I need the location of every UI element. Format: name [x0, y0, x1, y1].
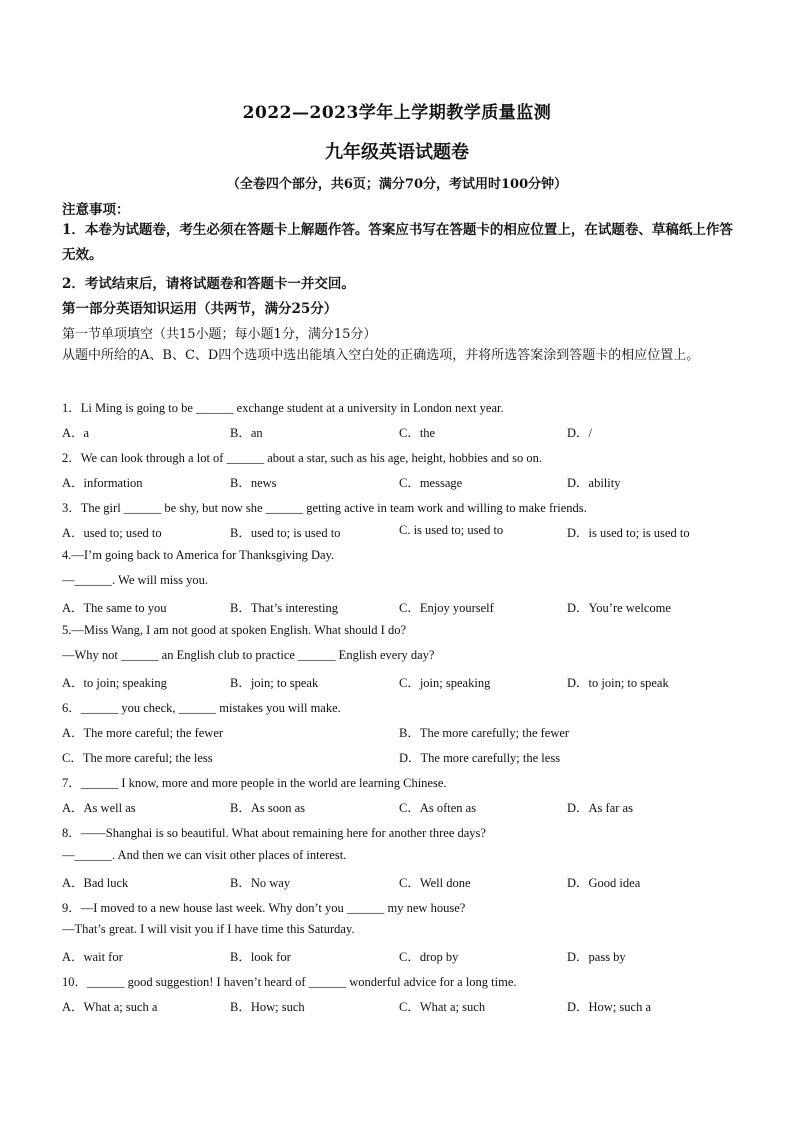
option-a: A．The same to you	[62, 601, 167, 615]
option-c: C．join; speaking	[399, 676, 491, 690]
option-a: A．As well as	[62, 801, 136, 815]
option-c: C．Well done	[399, 876, 471, 890]
option-a: A．information	[62, 476, 143, 490]
question-9: 9．—I moved to a new house last week. Why don’t you ______ my new house?	[62, 901, 466, 915]
option-d: D．/	[567, 426, 593, 440]
option-a: A．Bad luck	[62, 876, 129, 890]
question-10-options	[62, 997, 734, 1017]
option-d: D．to join; to speak	[567, 676, 669, 690]
option-c: C．The more careful; the less	[62, 751, 213, 765]
option-a: A．to join; speaking	[62, 676, 167, 690]
option-c: C．drop by	[399, 950, 459, 964]
notice-item-2: 2．考试结束后，请将试题卷和答题卡一并交回。	[62, 276, 355, 292]
question-6-options-row2	[62, 748, 734, 768]
question-1-options	[62, 423, 734, 443]
question-9-response: —That’s great. I will visit you if I have time this Saturday.	[62, 922, 355, 936]
option-c: C．Enjoy yourself	[399, 601, 494, 615]
option-a: A．used to; used to	[62, 526, 162, 540]
option-b: B．an	[230, 426, 263, 440]
question-8-response: —______. And then we can visit other places of interest.	[62, 848, 347, 862]
option-a: A．a	[62, 426, 90, 440]
option-d: D．ability	[567, 476, 621, 490]
question-9-options	[62, 947, 734, 967]
question-3: 3．The girl ______ be shy, but now she ______ getting active in team work and willing to make friends.	[62, 501, 587, 515]
question-7-options	[62, 798, 734, 818]
option-c: C. is used to; used to	[399, 523, 504, 537]
option-d: D．As far as	[567, 801, 633, 815]
option-b: B．How; such	[230, 1000, 305, 1014]
question-2-options	[62, 473, 734, 493]
question-6-options-row1	[62, 723, 734, 743]
option-d: D．You’re welcome	[567, 601, 671, 615]
notice-heading: 注意事项：	[62, 202, 130, 218]
option-a: A．What a; such a	[62, 1000, 158, 1014]
option-d: D．Good idea	[567, 876, 641, 890]
option-c: C．As often as	[399, 801, 477, 815]
option-c: C．message	[399, 476, 463, 490]
option-b: B．The more carefully; the fewer	[399, 726, 570, 740]
exam-title-year: 2022—2023学年上学期教学质量监测	[242, 103, 552, 123]
section1-heading: 第一节单项填空（共15小题；每小题1分，满分15分）	[62, 327, 377, 342]
option-d: D．The more carefully; the less	[399, 751, 561, 765]
question-8: 8．——Shanghai is so beautiful. What about remaining here for another three days?	[62, 826, 486, 840]
option-b: B．As soon as	[230, 801, 306, 815]
option-b: B．look for	[230, 950, 291, 964]
question-7: 7．______ I know, more and more people in the world are learning Chinese.	[62, 776, 447, 790]
option-b: B．used to; is used to	[230, 526, 341, 540]
option-d: D．is used to; is used to	[567, 526, 690, 540]
part1-heading: 第一部分英语知识运用（共两节，满分25分）	[62, 301, 338, 317]
option-d: D．How; such a	[567, 1000, 652, 1014]
question-6: 6．______ you check, ______ mistakes you will make.	[62, 701, 341, 715]
question-4-response: —______. We will miss you.	[62, 573, 208, 587]
question-5: 5.—Miss Wang, I am not good at spoken English. What should I do?	[62, 623, 406, 637]
option-d: D．pass by	[567, 950, 626, 964]
question-4-options	[62, 598, 734, 618]
question-10: 10．______ good suggestion! I haven’t heard of ______ wonderful advice for a long time.	[62, 975, 517, 989]
section1-instruction: 从题中所给的A、B、C、D四个选项中选出能填入空白处的正确选项，并将所选答案涂到答题卡的相应位置上。	[62, 348, 700, 363]
option-a: A．The more careful; the fewer	[62, 726, 224, 740]
question-4: 4.—I’m going back to America for Thanksgiving Day.	[62, 548, 335, 562]
option-a: A．wait for	[62, 950, 123, 964]
question-1: 1．Li Ming is going to be ______ exchange student at a university in London next year.	[62, 401, 504, 415]
question-8-options	[62, 873, 734, 893]
option-c: C．What a; such	[399, 1000, 486, 1014]
exam-subtitle: （全卷四个部分，共6页；满分70分，考试用时100分钟）	[226, 177, 568, 192]
question-3-options	[62, 523, 734, 543]
exam-title: 九年级英语试题卷	[325, 142, 469, 163]
question-5-options	[62, 673, 734, 693]
option-b: B．join; to speak	[230, 676, 319, 690]
option-b: B．No way	[230, 876, 291, 890]
option-c: C．the	[399, 426, 436, 440]
notice-item-1: 1．本卷为试题卷，考生必须在答题卡上解题作答。答案应书写在答题卡的相应位置上，在试题卷、草稿纸上作答无效。	[62, 222, 733, 263]
question-2: 2．We can look through a lot of ______ about a star, such as his age, height, hobbies and so on.	[62, 451, 542, 465]
question-5-response: —Why not ______ an English club to practice ______ English every day?	[62, 648, 435, 662]
option-b: B．That’s interesting	[230, 601, 338, 615]
option-b: B．news	[230, 476, 277, 490]
